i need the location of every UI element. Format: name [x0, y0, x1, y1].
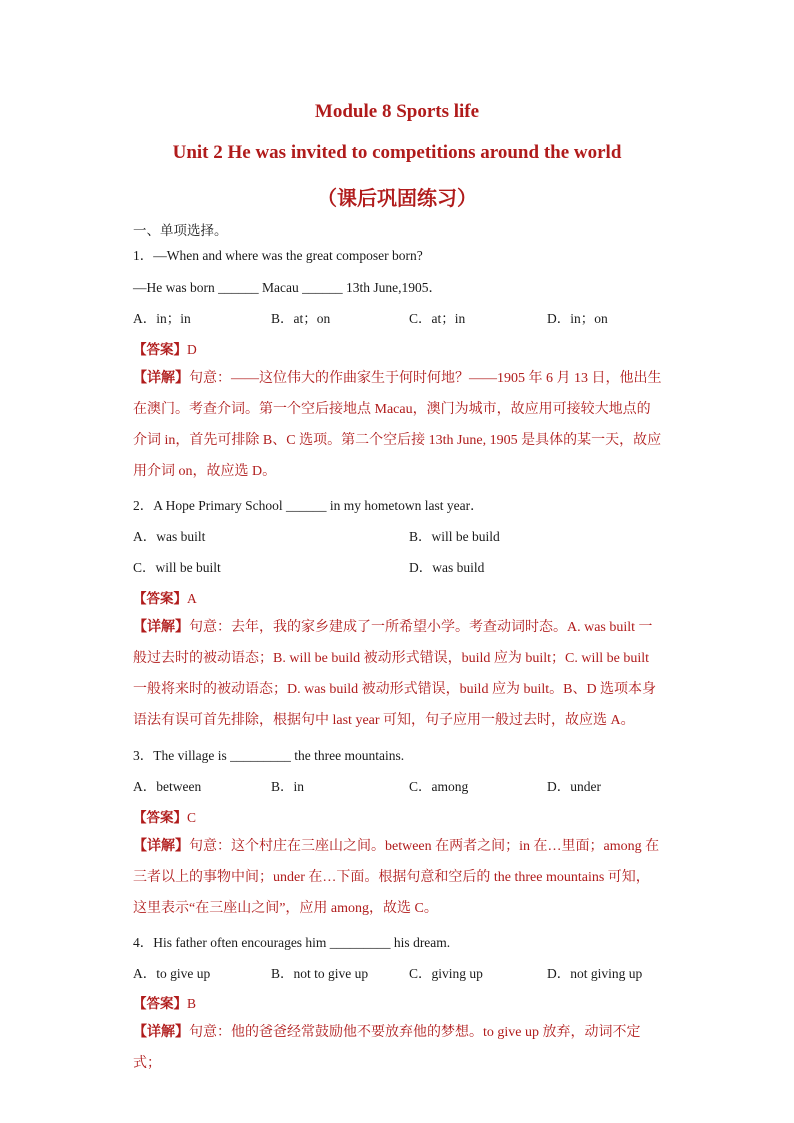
question-1-option-d: D．in；on: [547, 311, 608, 326]
question-3-option-d: D．under: [547, 779, 601, 794]
question-4-option-a: A．to give up: [133, 966, 211, 981]
question-3-detail: 【详解】句意：这个村庄在三座山之间。between 在两者之间；in 在…里面；among 在三者以上的事物中间；under 在…下面。根据句意和空后的 the three mountains 可知，这里表示“在三座山之间”，应用 among，故选 C。: [133, 839, 660, 916]
question-3-option-b: B．in: [271, 779, 305, 794]
question-3-stem: 3．The village is _________ the three mountains.: [133, 748, 405, 763]
question-1-answer: 【答案】D: [133, 342, 197, 357]
question-2-detail: 【详解】句意：去年，我的家乡建成了一所希望小学。考查动词时态。A. was built 一般过去时的被动语态；B. will be build 被动形式错误，build 应为 built；C. will be built 一般将来时的被动语态；D. was build 被动形式错误，build 应为 built。B、D 选项本身语法有误可首先排除，根据句中 last year 可知，句子应用一般过去时，故应选 A。: [133, 620, 657, 728]
question-1-detail: 【详解】句意：——这位伟大的作曲家生于何时何地？——1905 年 6 月 13 日，他出生在澳门。考查介词。第一个空后接地点 Macau，澳门为城市，故应用可接较大地点的介词 in，首先可排除 B、C 选项。第二个空后接 13th June, 1905 是具体的某一天，故应用介词 on，故应选 D。: [133, 371, 662, 479]
question-4-detail: 【详解】句意：他的爸爸经常鼓励他不要放弃他的梦想。to give up 放弃，动词不定式；: [133, 1025, 641, 1071]
question-1-option-a: A．in；in: [133, 311, 191, 326]
question-1-option-c: C．at；in: [409, 311, 466, 326]
question-2-option-a: A．was built: [133, 529, 206, 544]
question-4-answer: 【答案】B: [133, 996, 197, 1011]
question-2-option-d: D．was build: [409, 560, 485, 575]
section-heading: 一、单项选择。: [133, 223, 228, 238]
question-2-answer: 【答案】A: [133, 591, 197, 606]
question-2-option-b: B．will be build: [409, 529, 500, 544]
question-1-stem-2: —He was born ______ Macau ______ 13th June,1905．: [133, 280, 442, 295]
unit-title: Unit 2 He was invited to competitions around the world: [172, 142, 622, 163]
question-1-stem: 1．—When and where was the great composer born?: [133, 248, 423, 263]
question-2-stem: 2．A Hope Primary School ______ in my hometown last year．: [133, 498, 484, 513]
question-4-stem: 4．His father often encourages him _________ his dream.: [133, 935, 451, 950]
question-4-option-b: B．not to give up: [271, 966, 369, 981]
question-3-option-c: C．among: [409, 779, 469, 794]
question-4-option-d: D．not giving up: [547, 966, 643, 981]
question-2-option-c: C．will be built: [133, 560, 221, 575]
question-1-option-b: B．at；on: [271, 311, 331, 326]
question-3-option-a: A．between: [133, 779, 202, 794]
question-4-option-c: C．giving up: [409, 966, 483, 981]
question-3-answer: 【答案】C: [133, 810, 197, 825]
subtitle: （课后巩固练习）: [317, 188, 477, 210]
module-title: Module 8 Sports life: [314, 101, 480, 122]
